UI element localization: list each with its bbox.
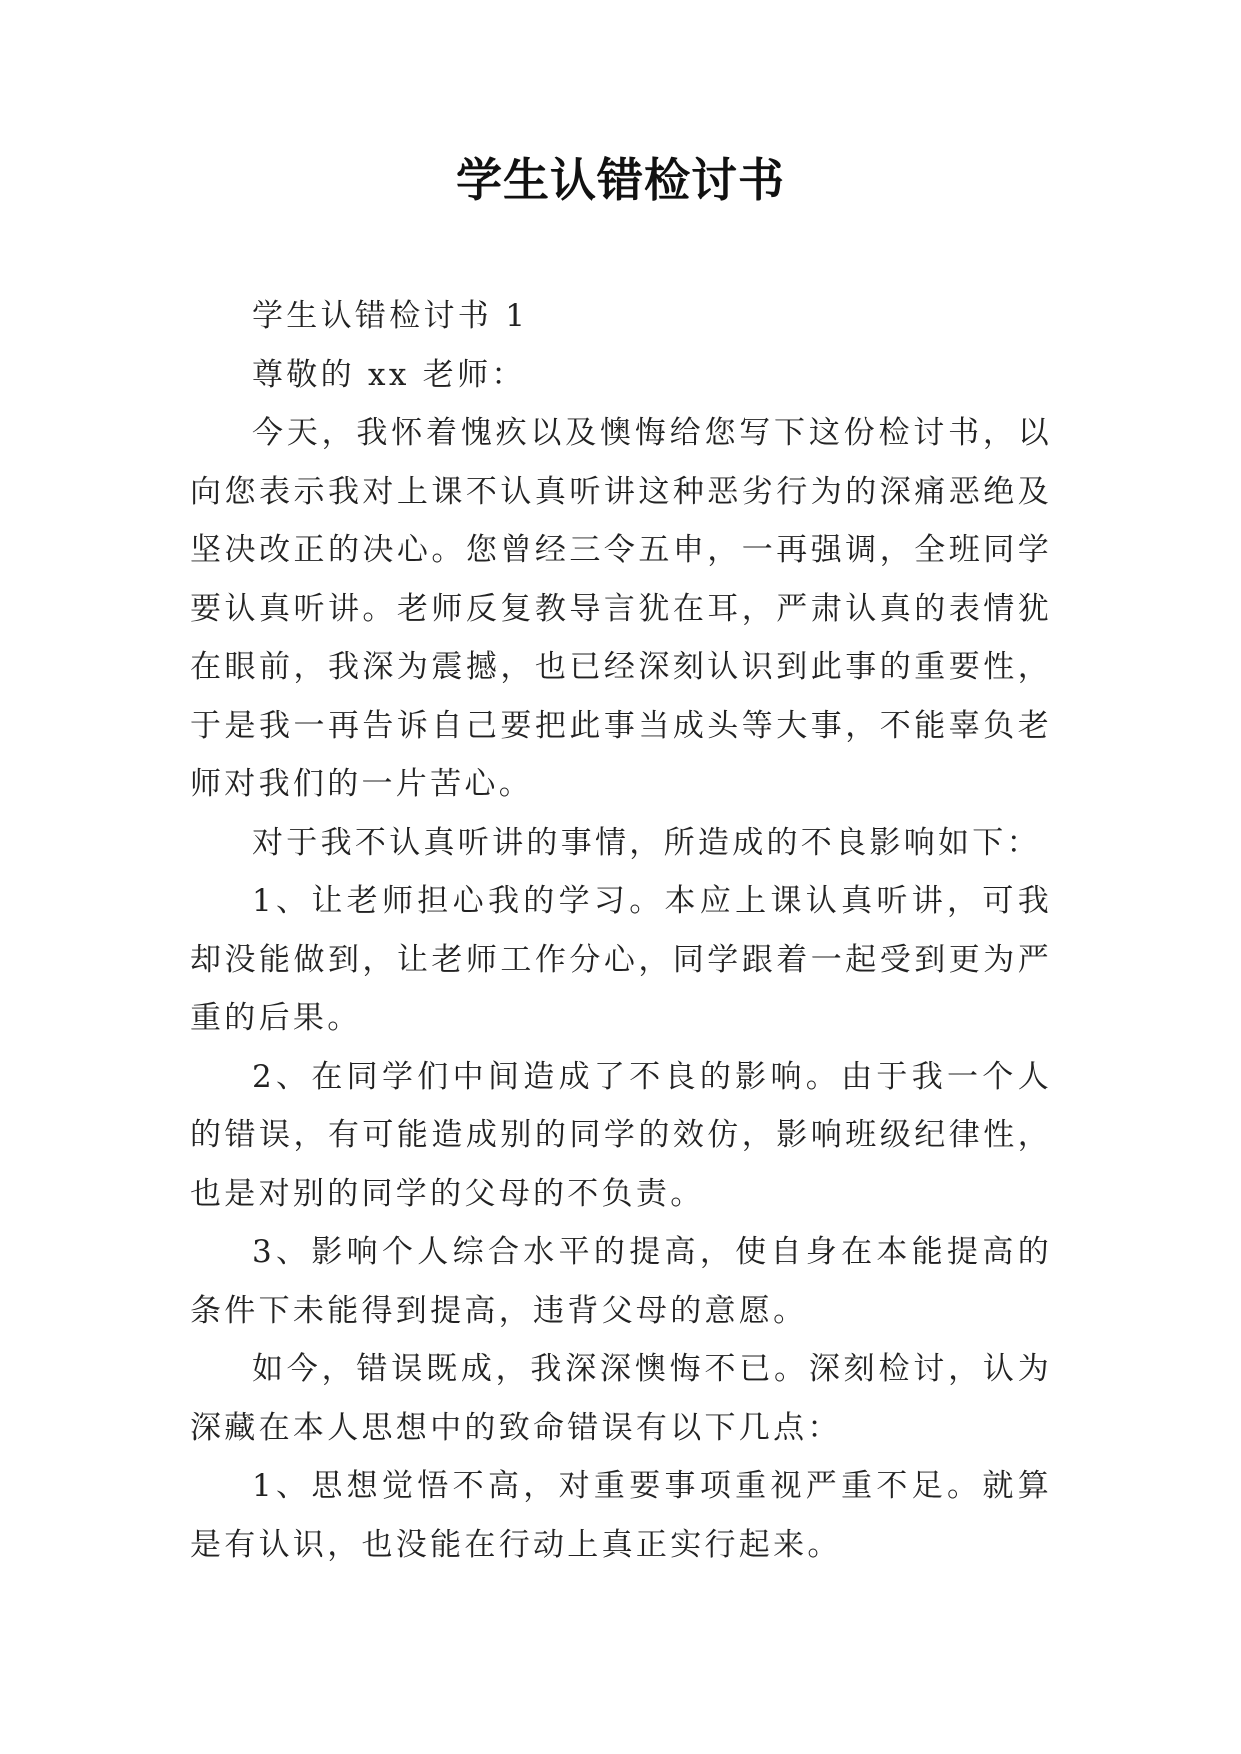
paragraph-effect-2: 2、在同学们中间造成了不良的影响。由于我一个人的错误，有可能造成别的同学的效仿，影响班级纪律性，也是对别的同学的父母的不负责。 (190, 1058, 1052, 1212)
document-title: 学生认错检讨书 (456, 153, 785, 207)
paragraph-intro: 今天，我怀着愧疚以及懊悔给您写下这份检讨书，以向您表示我对上课不认真听讲这种恶劣行为的深痛恶绝及坚决改正的决心。您曾经三令五申，一再强调，全班同学要认真听讲。老师反复教导言犹在耳，严肃认真的表情犹在眼前，我深为震撼，也已经深刻认识到此事的重要性，于是我一再告诉自己要把此事当成头等大事，不能辜负老师对我们的一片苦心。 (190, 415, 1052, 802)
section-heading: 学生认错检讨书 1 (252, 298, 529, 334)
salutation: 尊敬的 xx 老师： (252, 356, 526, 393)
paragraph-effect-1: 1、让老师担心我的学习。本应上课认真听讲，可我却没能做到，让老师工作分心，同学跟着一起受到更为严重的后果。 (190, 883, 1052, 1036)
paragraph-reflection: 如今，错误既成，我深深懊悔不已。深刻检讨，认为深藏在本人思想中的致命错误有以下几点： (190, 1351, 1052, 1446)
document-body (190, 287, 1052, 1574)
paragraph-effect-3: 3、影响个人综合水平的提高，使自身在本能提高的条件下未能得到提高，违背父母的意愿。 (190, 1234, 1052, 1329)
paragraph-error-1: 1、思想觉悟不高，对重要事项重视严重不足。就算是有认识，也没能在行动上真正实行起来。 (190, 1468, 1052, 1563)
paragraph-effects-intro: 对于我不认真听讲的事情，所造成的不良影响如下： (252, 824, 1041, 861)
